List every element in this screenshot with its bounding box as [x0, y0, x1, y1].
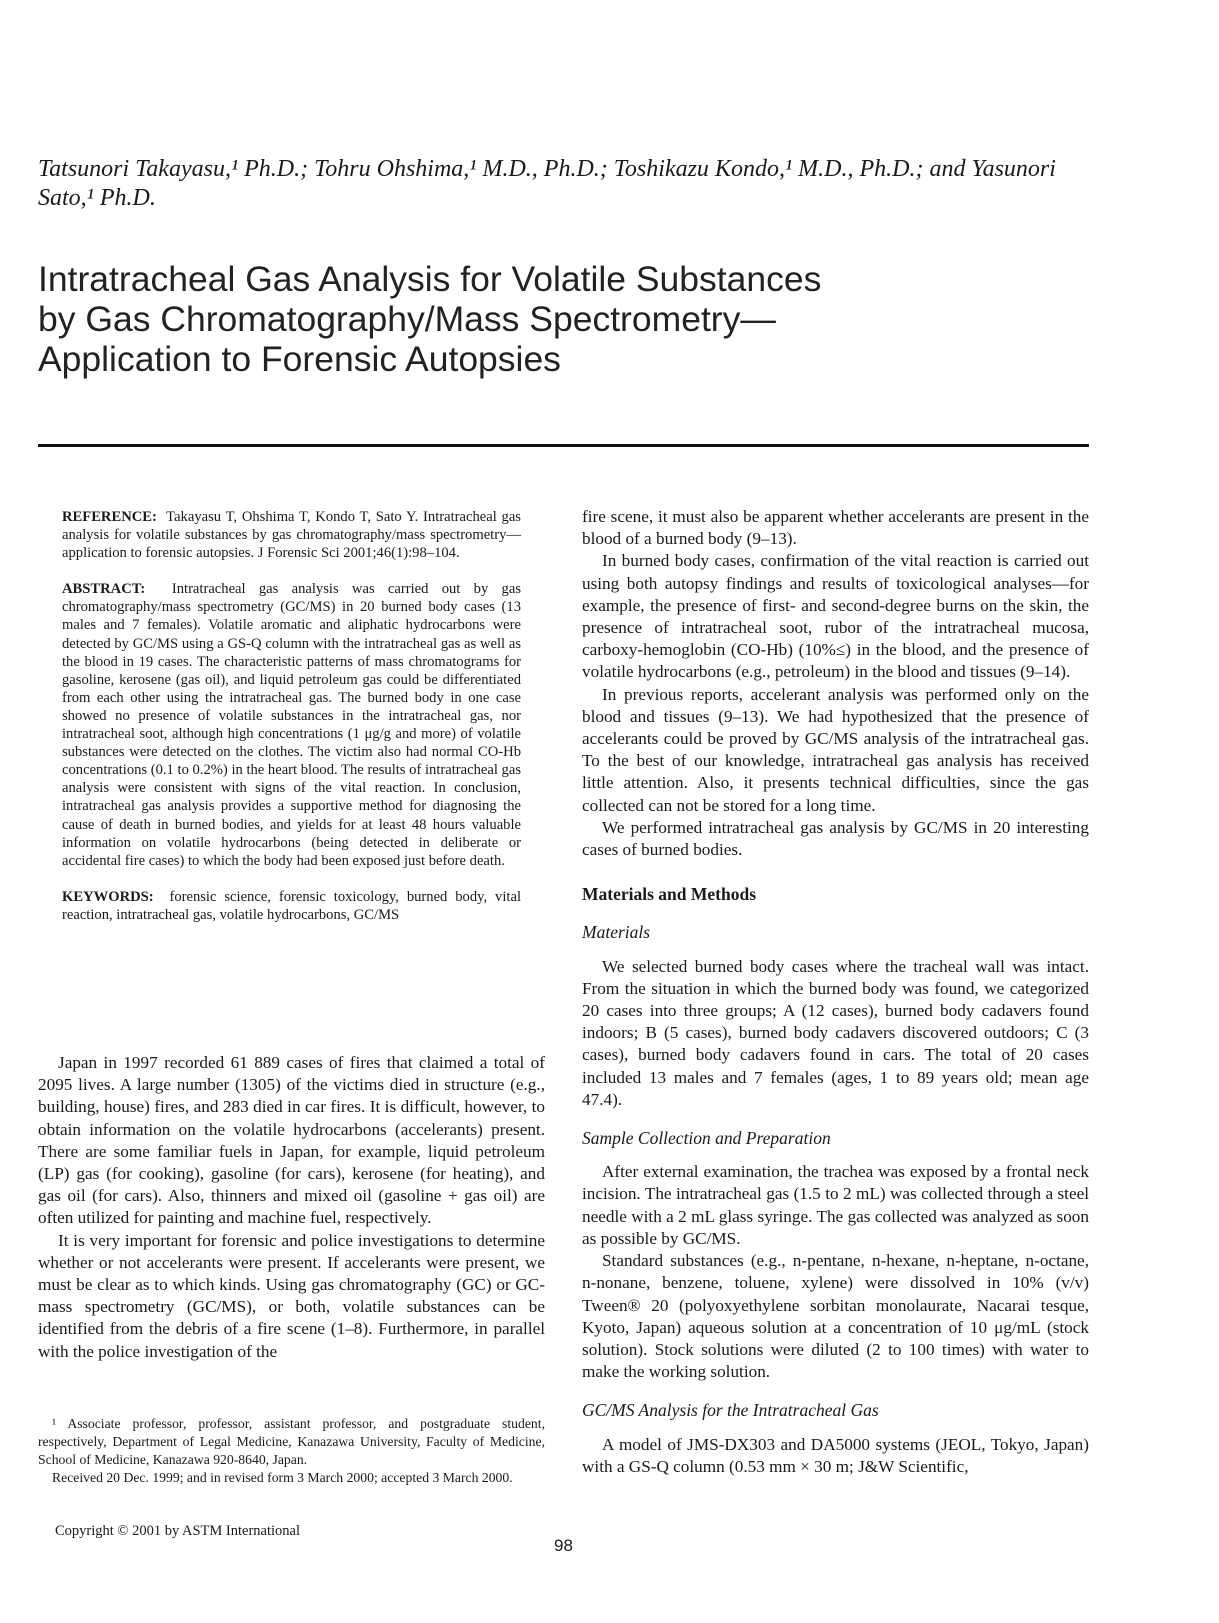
copyright-notice: Copyright © 2001 by ASTM International: [55, 1523, 301, 1539]
title-divider: [38, 444, 1089, 447]
body-paragraph: After external examination, the trachea was exposed by a frontal neck incision. The intratracheal gas (1.5 to 2 mL) was collected through a steel needle with a 2 mL glass syringe. The gas collected was analyzed as soon as possible by GC/MS.: [582, 1162, 1089, 1248]
body-paragraph: In burned body cases, confirmation of the vital reaction is carried out using both autopsy findings and results of toxicological analyses—for example, the presence of first- and second-degree burns on the skin, the presence of intratracheal soot, rubor of the intratracheal mucosa, carboxy-hemoglobin (CO-Hb) (10%≤) in the blood, and the presence of volatile hydrocarbons (e.g., petroleum) in the blood and tissues (9–14).: [582, 551, 1089, 682]
abstract-label: ABSTRACT:: [62, 581, 146, 598]
keywords-paragraph: [62, 888, 521, 924]
title-line: by Gas Chromatography/Mass Spectrometry—: [38, 299, 776, 339]
title-line: Intratracheal Gas Analysis for Volatile Substances: [38, 259, 822, 299]
body-paragraph: In previous reports, accelerant analysis was performed only on the blood and tissues (9–13). We had hypothesized that the presence of accelerants could be proved by GC/MS analysis of the intratracheal gas. To the best of our knowledge, intratracheal gas analysis has received little attention. Also, it presents technical difficulties, since the gas collected can not be stored for a long time.: [582, 684, 1089, 815]
article-title: [38, 259, 1098, 379]
page-number: 98: [554, 1536, 573, 1555]
section-heading-materials-methods: Materials and Methods: [582, 884, 757, 905]
footnote-affiliation: ¹ Associate professor, professor, assistant professor, and postgraduate student, respectively, Department of Legal Medicine, Kanazawa University, Faculty of Medicine, School of Medicine, Kanazawa 920-8640, Japan.: [38, 1416, 545, 1467]
abstract-block: [62, 508, 521, 942]
body-paragraph: A model of JMS-DX303 and DA5000 systems (JEOL, Tokyo, Japan) with a GS-Q column (0.53 mm × 30 m; J&W Scientific,: [582, 1434, 1089, 1476]
footnotes: [38, 1415, 545, 1487]
abstract-text: Intratracheal gas analysis was carried out by gas chromatography/mass spectrometry (GC/MS) in 20 burned body cases (13 males and 7 females). Volatile aromatic and aliphatic hydrocarbons were detected by GC/MS using a GS-Q column with the intratracheal gas as well as the blood in 19 cases. The characteristic patterns of mass chromatograms for gasoline, kerosene (gas oil), and liquid petroleum gas could be differentiated from each other using the intratracheal gas. The burned body in one case showed no presence of volatile substances in the intratracheal gas, nor intratracheal soot, although high concentrations (1 μg/g and more) of volatile substances were detected on the clothes. The victim also had normal CO-Hb concentrations (0.1 to 0.2%) in the heart blood. The results of intratracheal gas analysis were consistent with signs of the vital reaction. In conclusion, intratracheal gas analysis provides a supportive method for diagnosing the cause of death in burned bodies, and yields for at least 48 hours valuable information on volatile hydrocarbons (being detected in deliberate or accidental fire cases) to which the body had been exposed just before death.: [62, 581, 521, 869]
left-column-body: [38, 1052, 545, 1363]
body-paragraph: Standard substances (e.g., n-pentane, n-hexane, n-heptane, n-octane, n-nonane, benzene, toluene, xylene) were dissolved in 10% (v/v) Tween® 20 (polyoxyethylene sorbitan monolaurate, Nacarai tesque, Kyoto, Japan) aqueous solution at a concentration of 10 μg/mL (stock solution). Stock solutions were diluted (2 to 100 times) with water to make the working solution.: [582, 1251, 1089, 1382]
body-paragraph: It is very important for forensic and police investigations to determine whether or not accelerants were present. If accelerants were present, we must be clear as to which kinds. Using gas chromatography (GC) or GC-mass spectrometry (GC/MS), or both, volatile substances can be identified from the debris of a fire scene (1–8). Furthermore, in parallel with the police investigation of the: [38, 1230, 545, 1361]
subsection-heading-sample: Sample Collection and Preparation: [582, 1128, 831, 1149]
body-paragraph: We performed intratracheal gas analysis by GC/MS in 20 interesting cases of burned bodies.: [582, 817, 1089, 860]
body-paragraph: We selected burned body cases where the tracheal wall was intact. From the situation in which the burned body was found, we categorized 20 cases into three groups; A (12 cases), burned body cadavers found indoors; B (5 cases), burned body cadavers discovered outdoors; C (3 cases), burned body cadavers found in cars. The total of 20 cases included 13 males and 7 females (ages, 1 to 89 years old; mean age 47.4).: [582, 956, 1089, 1109]
right-column-body: [582, 506, 1089, 1478]
body-paragraph: fire scene, it must also be apparent whether accelerants are present in the blood of a burned body (9–13).: [582, 507, 1089, 549]
title-line: Application to Forensic Autopsies: [38, 339, 561, 379]
reference-text: Takayasu T, Ohshima T, Kondo T, Sato Y. Intratracheal gas analysis for volatile substances by gas chromatography/mass spectrometry—application to forensic autopsies. J Forensic Sci 2001;46(1):98–104.: [62, 509, 521, 562]
reference-paragraph: [62, 508, 521, 562]
body-paragraph: Japan in 1997 recorded 61 889 cases of fires that claimed a total of 2095 lives. A large number (1305) of the victims died in structure (e.g., building, house) fires, and 283 died in car fires. It is difficult, however, to obtain information on the volatile hydrocarbons (accelerants) present. There are some familiar fuels in Japan, for example, liquid petroleum (LP) gas (for cooking), gasoline (for cars), kerosene (for heating), and gas oil (for cars). Also, thinners and mixed oil (gasoline + gas oil) are often utilized for painting and machine fuel, respectively.: [38, 1053, 545, 1228]
footnote-received: Received 20 Dec. 1999; and in revised form 3 March 2000; accepted 3 March 2000.: [52, 1470, 513, 1485]
keywords-text: forensic science, forensic toxicology, burned body, vital reaction, intratracheal gas, volatile hydrocarbons, GC/MS: [62, 888, 521, 923]
reference-label: REFERENCE:: [62, 509, 157, 525]
subsection-heading-materials: Materials: [582, 922, 651, 943]
subsection-heading-gcms: GC/MS Analysis for the Intratracheal Gas: [582, 1400, 879, 1421]
abstract-paragraph: [62, 580, 521, 870]
keywords-label: KEYWORDS:: [62, 888, 154, 905]
author-list: Tatsunori Takayasu,¹ Ph.D.; Tohru Ohshima,¹ M.D., Ph.D.; Toshikazu Kondo,¹ M.D., Ph.D.; and Yasunori Sato,¹ Ph.D.: [38, 156, 1056, 211]
